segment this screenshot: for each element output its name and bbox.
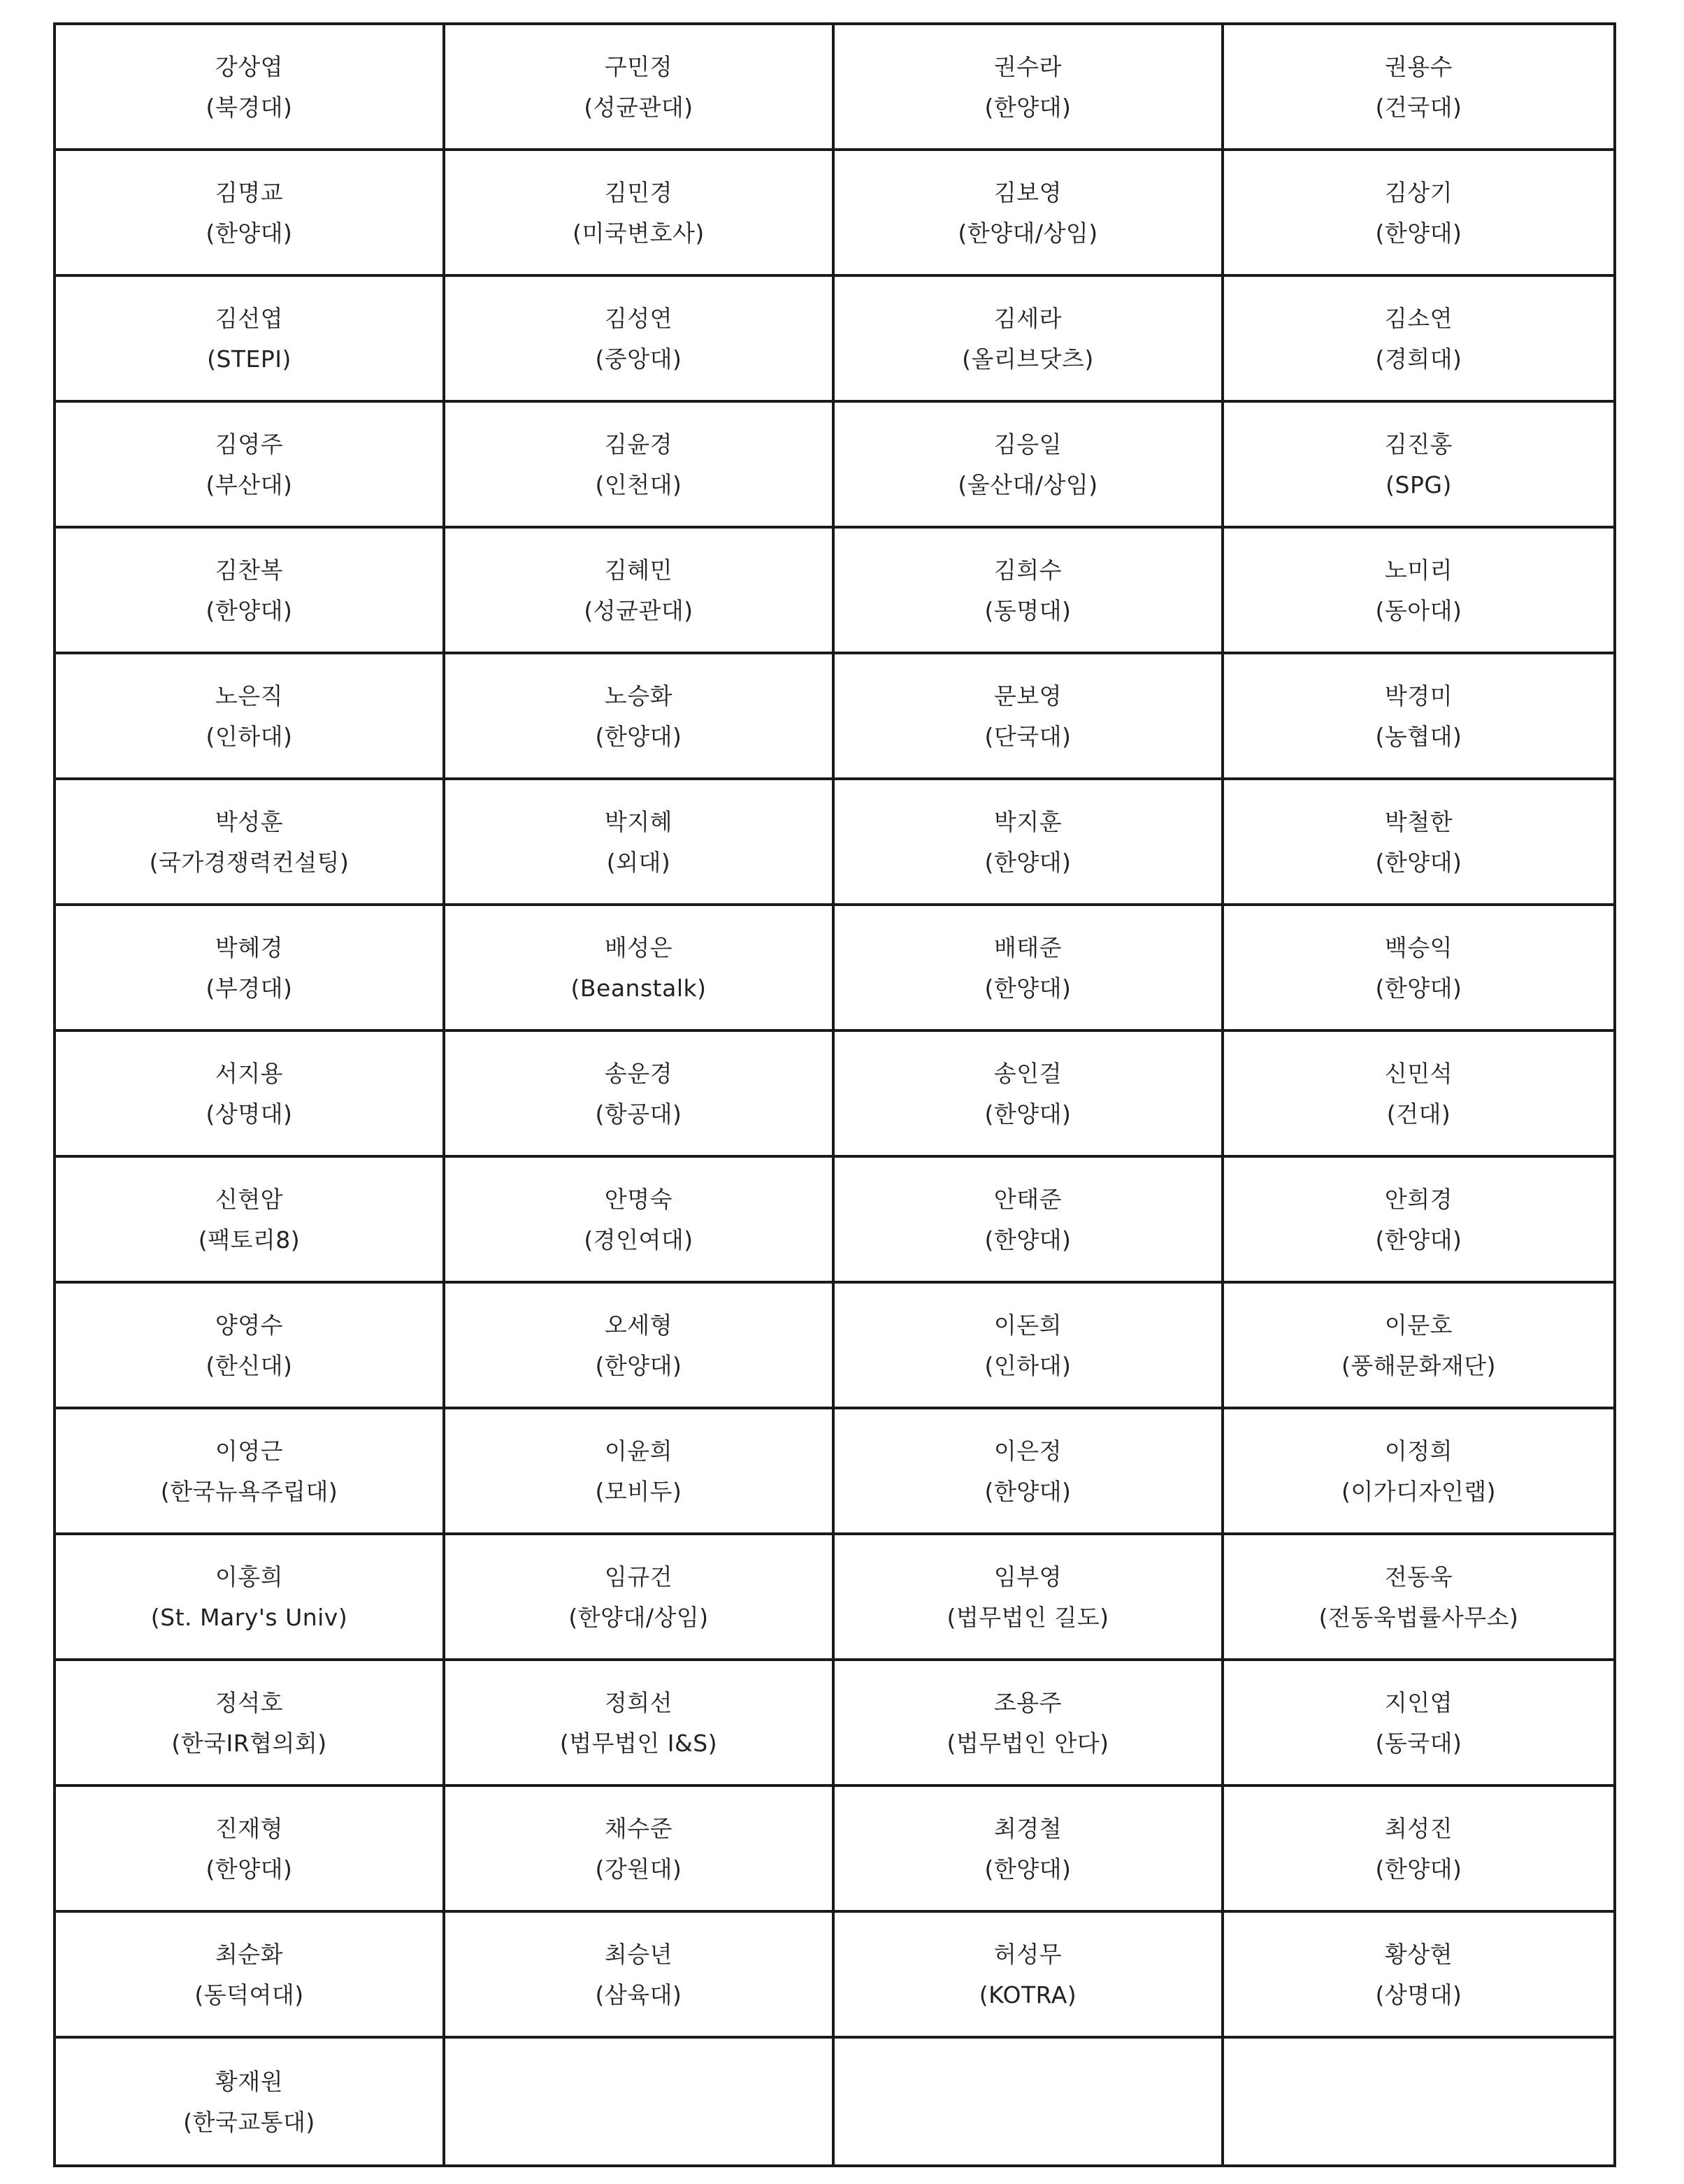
member-name: 배태준 [993,934,1063,961]
member-cell [56,780,445,906]
member-affiliation: (삼육대) [595,1981,682,2009]
member-name: 송인걸 [993,1060,1063,1087]
member-name: 김혜민 [604,556,673,584]
member-affiliation: (한양대) [1375,975,1462,1002]
member-name: 김응일 [993,431,1063,458]
member-name: 송운경 [604,1060,673,1087]
member-affiliation: (한양대/상임) [568,1604,709,1631]
member-cell [56,1913,445,2039]
member-affiliation: (이가디자인랩) [1341,1478,1497,1505]
member-cell [56,277,445,403]
member-affiliation: (인하대) [984,1352,1072,1379]
member-cell [1224,1284,1613,1409]
member-name: 문보영 [993,682,1063,710]
member-cell [56,1787,445,1913]
member-affiliation: (동아대) [1375,597,1462,624]
member-name: 박철한 [1384,808,1453,835]
member-cell [56,1409,445,1535]
member-name: 최성진 [1384,1815,1453,1842]
member-name: 진재형 [215,1815,284,1842]
member-affiliation: (상명대) [1375,1981,1462,2009]
member-name: 김명교 [215,179,284,206]
member-affiliation: (국가경쟁력컨설팅) [149,849,350,876]
member-affiliation: (팩토리8) [198,1226,301,1253]
member-affiliation: (SPG) [1386,471,1452,498]
member-name: 황상현 [1384,1941,1453,1968]
member-cell [835,151,1224,277]
empty-cell [835,2039,1224,2164]
member-cell [445,654,835,780]
member-affiliation: (한양대) [1375,1855,1462,1883]
member-affiliation: (단국대) [984,723,1072,750]
member-affiliation: (한양대) [595,1352,682,1379]
member-cell [445,1661,835,1787]
member-cell [1224,403,1613,529]
member-name: 최순화 [215,1941,284,1968]
member-affiliation: (한양대) [984,1100,1072,1128]
member-name: 배성은 [604,934,673,961]
member-affiliation: (상명대) [206,1100,293,1128]
member-affiliation: (동명대) [984,597,1072,624]
member-name: 임부영 [993,1563,1063,1590]
member-affiliation: (Beanstalk) [570,975,707,1002]
member-name: 권수라 [993,53,1063,80]
member-name: 김소연 [1384,305,1453,332]
member-affiliation: (모비두) [595,1478,682,1505]
member-cell [445,1535,835,1661]
member-cell [56,1535,445,1661]
member-affiliation: (한양대) [1375,849,1462,876]
member-name: 박지훈 [993,808,1063,835]
member-cell [445,151,835,277]
member-name: 박성훈 [215,808,284,835]
member-name: 이문호 [1384,1312,1453,1339]
member-cell [835,1409,1224,1535]
member-affiliation: (한국IR협의회) [171,1730,327,1757]
member-name: 신현암 [215,1186,284,1213]
member-cell [1224,1661,1613,1787]
member-name: 오세형 [604,1312,673,1339]
member-cell [1224,277,1613,403]
member-name: 김진홍 [1384,431,1453,458]
member-cell [835,529,1224,654]
member-name: 채수준 [604,1815,673,1842]
member-affiliation: (인하대) [206,723,293,750]
member-name: 김상기 [1384,179,1453,206]
member-cell [445,1409,835,1535]
member-name: 지인엽 [1384,1689,1453,1716]
member-affiliation: (부경대) [206,975,293,1002]
member-cell [56,25,445,151]
member-affiliation: (중앙대) [595,345,682,373]
member-name: 김찬복 [215,556,284,584]
member-affiliation: (KOTRA) [979,1981,1077,2009]
member-name: 정석호 [215,1689,284,1716]
member-cell [56,1158,445,1284]
member-name: 김민경 [604,179,673,206]
member-cell [1224,1409,1613,1535]
member-affiliation: (항공대) [595,1100,682,1128]
member-name: 양영수 [215,1312,284,1339]
member-name: 강상엽 [215,53,284,80]
member-name: 노승화 [604,682,673,710]
member-cell [1224,1913,1613,2039]
member-name: 최승년 [604,1941,673,1968]
member-affiliation: (한양대) [595,723,682,750]
member-cell [1224,1158,1613,1284]
member-cell [445,780,835,906]
member-affiliation: (한양대) [984,1855,1072,1883]
member-name: 김희수 [993,556,1063,584]
member-cell [56,654,445,780]
member-cell [835,1158,1224,1284]
member-name: 김보영 [993,179,1063,206]
member-cell [1224,529,1613,654]
member-cell [835,1284,1224,1409]
member-affiliation: (경인여대) [584,1226,693,1253]
member-name: 박혜경 [215,934,284,961]
member-affiliation: (한양대) [1375,1226,1462,1253]
member-name: 이은정 [993,1437,1063,1465]
member-cell [445,1032,835,1158]
member-affiliation: (동국대) [1375,1730,1462,1757]
member-affiliation: (한신대) [206,1352,293,1379]
member-affiliation: (건국대) [1375,94,1462,121]
member-name: 김성연 [604,305,673,332]
member-affiliation: (북경대) [206,94,293,121]
member-name: 김세라 [993,305,1063,332]
empty-cell [445,2039,835,2164]
member-name: 안태준 [993,1186,1063,1213]
member-name: 박지혜 [604,808,673,835]
member-cell [835,403,1224,529]
member-name: 안명숙 [604,1186,673,1213]
member-cell [56,1032,445,1158]
member-cell [835,1535,1224,1661]
member-cell [835,25,1224,151]
member-cell [56,403,445,529]
member-affiliation: (STEPI) [207,345,292,373]
member-affiliation: (한양대) [984,1478,1072,1505]
member-affiliation: (올리브닷츠) [962,345,1094,373]
member-affiliation: (경희대) [1375,345,1462,373]
member-cell [445,1913,835,2039]
member-name: 이돈희 [993,1312,1063,1339]
member-cell [1224,25,1613,151]
member-affiliation: (법무법인 I&S) [559,1730,718,1757]
member-cell [835,1913,1224,2039]
member-affiliation: (성균관대) [584,597,693,624]
member-affiliation: (전동욱법률사무소) [1318,1604,1519,1631]
member-affiliation: (한양대) [984,849,1072,876]
member-name: 신민석 [1384,1060,1453,1087]
member-name: 조용주 [993,1689,1063,1716]
member-affiliation: (건대) [1386,1100,1451,1128]
member-name: 노미리 [1384,556,1453,584]
member-cell [1224,1032,1613,1158]
member-affiliation: (울산대/상임) [958,471,1098,498]
member-cell [1224,1535,1613,1661]
member-name: 황재원 [215,2068,284,2095]
member-name: 안희경 [1384,1186,1453,1213]
member-cell [445,25,835,151]
member-name: 최경철 [993,1815,1063,1842]
member-name: 임규건 [604,1563,673,1590]
member-name: 구민정 [604,53,673,80]
member-cell [56,2039,445,2164]
member-cell [835,1661,1224,1787]
member-cell [445,403,835,529]
member-affiliation: (법무법인 안다) [947,1730,1109,1757]
member-affiliation: (한양대/상임) [958,220,1098,247]
member-affiliation: (풍해문화재단) [1341,1352,1497,1379]
member-cell [835,1032,1224,1158]
member-cell [1224,906,1613,1032]
member-cell [56,529,445,654]
member-affiliation: (인천대) [595,471,682,498]
member-name: 이윤희 [604,1437,673,1465]
member-affiliation: (한국교통대) [183,2108,315,2136]
member-affiliation: (외대) [606,849,671,876]
member-cell [835,1787,1224,1913]
member-name: 허성무 [993,1941,1063,1968]
member-affiliation: (동덕여대) [194,1981,304,2009]
member-name: 김영주 [215,431,284,458]
member-affiliation: (한양대) [206,220,293,247]
member-affiliation: (한양대) [984,94,1072,121]
member-affiliation: (한양대) [206,597,293,624]
member-name: 백승익 [1384,934,1453,961]
member-cell [1224,654,1613,780]
member-affiliation: (한양대) [984,1226,1072,1253]
member-affiliation: (강원대) [595,1855,682,1883]
member-affiliation: (미국변호사) [573,220,705,247]
member-table [53,22,1616,2167]
member-affiliation: (St. Mary's Univ) [150,1604,348,1631]
member-affiliation: (법무법인 길도) [947,1604,1109,1631]
member-cell [835,277,1224,403]
member-cell [445,1158,835,1284]
member-cell [835,654,1224,780]
member-affiliation: (부산대) [206,471,293,498]
member-cell [445,529,835,654]
member-cell [445,906,835,1032]
member-name: 권용수 [1384,53,1453,80]
member-cell [835,906,1224,1032]
member-affiliation: (농협대) [1375,723,1462,750]
member-cell [445,1787,835,1913]
member-cell [56,1661,445,1787]
member-affiliation: (한국뉴욕주립대) [160,1478,338,1505]
member-name: 이정희 [1384,1437,1453,1465]
member-cell [1224,151,1613,277]
member-name: 노은직 [215,682,284,710]
member-affiliation: (성균관대) [584,94,693,121]
member-cell [1224,1787,1613,1913]
member-affiliation: (한양대) [984,975,1072,1002]
member-cell [1224,780,1613,906]
member-name: 박경미 [1384,682,1453,710]
member-affiliation: (한양대) [1375,220,1462,247]
member-cell [56,151,445,277]
member-name: 서지용 [215,1060,284,1087]
member-cell [445,277,835,403]
member-name: 정희선 [604,1689,673,1716]
empty-cell [1224,2039,1613,2164]
member-name: 김선엽 [215,305,284,332]
member-cell [445,1284,835,1409]
member-cell [835,780,1224,906]
member-cell [56,1284,445,1409]
member-name: 전동욱 [1384,1563,1453,1590]
member-cell [56,906,445,1032]
member-name: 김윤경 [604,431,673,458]
member-name: 이홍희 [215,1563,284,1590]
member-affiliation: (한양대) [206,1855,293,1883]
member-name: 이영근 [215,1437,284,1465]
